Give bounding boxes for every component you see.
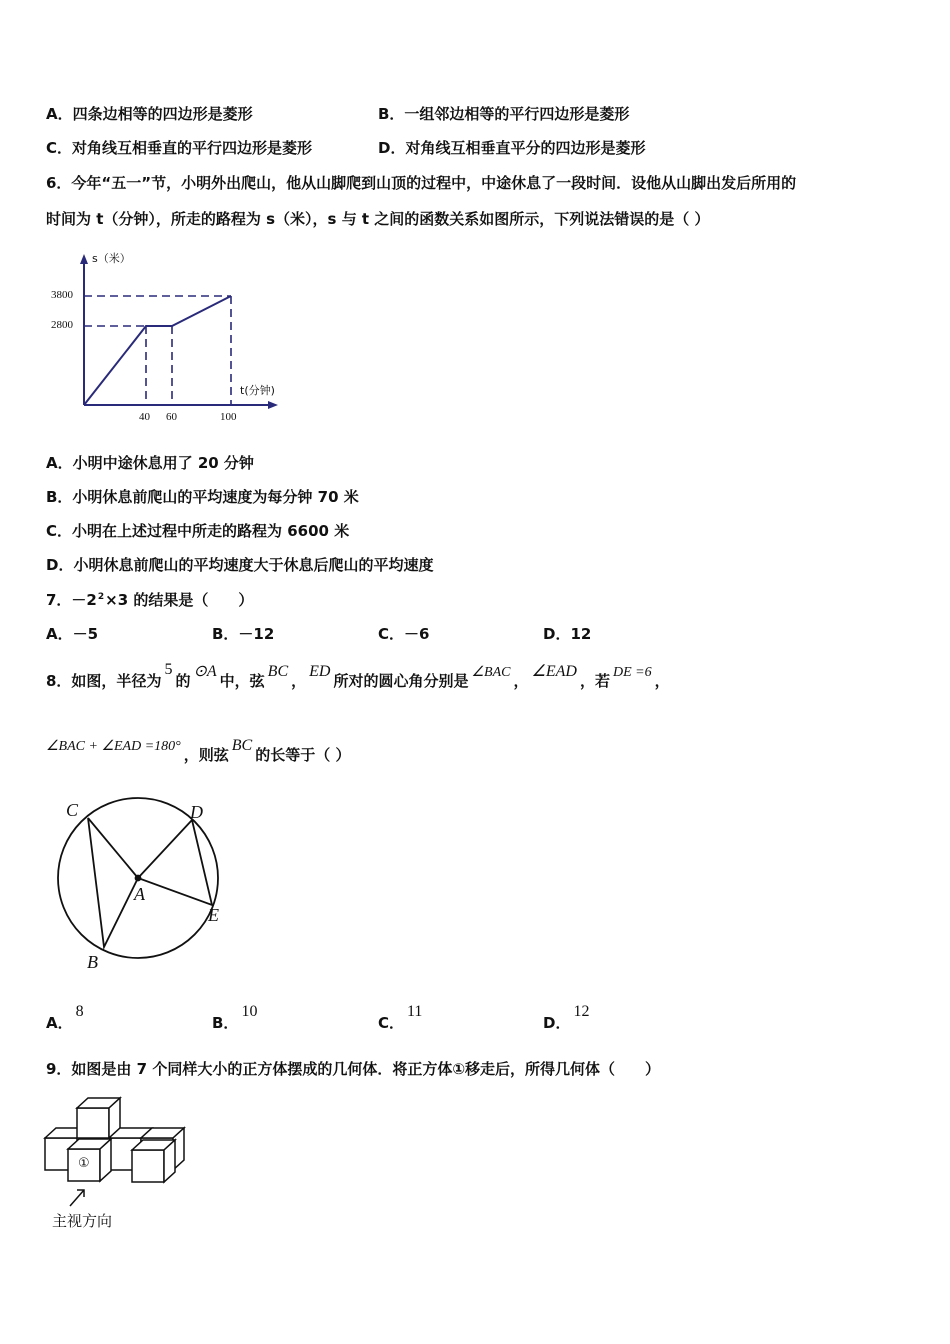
letter: B． bbox=[212, 1014, 239, 1032]
label-d: D bbox=[190, 802, 203, 822]
q8-circle-figure bbox=[58, 798, 218, 958]
q6-option-c: C．小明在上述过程中所走的路程为 6600 米 bbox=[46, 522, 350, 540]
q5-option-a: A．四条边相等的四边形是菱形 bbox=[46, 105, 253, 123]
q7-option-d: D．12 bbox=[543, 625, 592, 643]
q8-option-c bbox=[378, 1003, 425, 1033]
q5-option-d: D．对角线互相垂直平分的四边形是菱形 bbox=[378, 139, 646, 157]
text: 8．如图，半径为 bbox=[46, 672, 162, 690]
q6-stem-line1: 6．今年“五一”节，小明外出爬山，他从山脚爬到山顶的过程中，中途休息了一段时间．设他从山脚出发后所用的 bbox=[46, 174, 797, 192]
graph-xtick-40: 40 bbox=[139, 411, 150, 423]
text: ，则弦 bbox=[183, 746, 229, 764]
q7-stem-pre: 7．－2 bbox=[46, 591, 97, 609]
q7-exponent: 2 bbox=[97, 592, 105, 602]
y-axis-arrow bbox=[80, 254, 88, 264]
value: 12 bbox=[573, 1003, 590, 1020]
text: ， bbox=[513, 672, 529, 690]
q9-stem: 9．如图是由 7 个同样大小的正方体摆成的几何体．将正方体①移走后，所得几何体（ ） bbox=[46, 1060, 661, 1078]
q8-stem-line2 bbox=[46, 737, 351, 765]
graph-ytick-2800: 2800 bbox=[51, 319, 73, 331]
angle-ead: ∠EAD bbox=[531, 663, 577, 680]
q8-stem-line1 bbox=[46, 661, 670, 691]
guide-lines bbox=[84, 296, 231, 405]
text: 所对的圆心角分别是 bbox=[333, 672, 469, 690]
text: 的长等于（ ） bbox=[255, 746, 351, 764]
q5-option-c: C．对角线互相垂直的平行四边形是菱形 bbox=[46, 139, 313, 157]
label-a: A bbox=[134, 884, 145, 904]
de-equals: DE =6 bbox=[612, 665, 652, 680]
q6-option-a: A．小明中途休息用了 20 分钟 bbox=[46, 454, 254, 472]
q7-option-a: A．－5 bbox=[46, 625, 99, 643]
q5-option-b: B．一组邻边相等的平行四边形是菱形 bbox=[378, 105, 630, 123]
view-direction-label: 主视方向 bbox=[52, 1212, 113, 1230]
text: ，若 bbox=[579, 672, 610, 690]
x-axis-arrow bbox=[268, 401, 278, 409]
text: ， bbox=[654, 672, 670, 690]
letter: D． bbox=[543, 1014, 571, 1032]
cube-1-mark: ① bbox=[78, 1156, 90, 1171]
value: 11 bbox=[407, 1003, 423, 1020]
text: ， bbox=[291, 672, 307, 690]
angle-sum: ∠BAC + ∠EAD =180° bbox=[46, 739, 181, 754]
graph-xtick-100: 100 bbox=[220, 411, 237, 423]
q7-option-b: B．－12 bbox=[212, 625, 275, 643]
label-b: B bbox=[87, 952, 98, 972]
chord-bc: BC bbox=[231, 737, 253, 754]
graph-line bbox=[84, 296, 231, 405]
q6-option-d: D．小明休息前爬山的平均速度大于休息后爬山的平均速度 bbox=[46, 556, 434, 574]
q8-option-b bbox=[212, 1003, 260, 1033]
q9-cubes bbox=[45, 1098, 184, 1206]
text: 的 bbox=[175, 672, 191, 690]
q6-stem-line2: 时间为 t（分钟），所走的路程为 s（米），s 与 t 之间的函数关系如图所示，下列说法错误的是（ ） bbox=[46, 210, 710, 228]
label-c: C bbox=[66, 800, 79, 820]
q7-option-c: C．－6 bbox=[378, 625, 430, 643]
graph-y-label: s（米） bbox=[92, 252, 131, 265]
chord-bc: BC bbox=[267, 663, 289, 680]
q7-stem-post: ×3 的结果是（ ） bbox=[105, 591, 254, 609]
graph-ytick-3800: 3800 bbox=[51, 289, 73, 301]
q8-option-a bbox=[46, 1003, 87, 1033]
angle-bac: ∠BAC bbox=[471, 665, 511, 680]
graph-xtick-60: 60 bbox=[166, 411, 177, 423]
text: 中，弦 bbox=[219, 672, 265, 690]
circle-a: ⊙A bbox=[193, 663, 217, 680]
chord-ed: ED bbox=[309, 663, 331, 680]
label-e: E bbox=[208, 905, 219, 925]
q8-option-d bbox=[543, 1003, 592, 1033]
radius-value: 5 bbox=[164, 661, 173, 678]
letter: A． bbox=[46, 1014, 73, 1032]
q7-stem bbox=[46, 589, 253, 610]
graph-x-label: t(分钟) bbox=[240, 384, 275, 397]
value: 8 bbox=[75, 1003, 84, 1020]
q6-option-b: B．小明休息前爬山的平均速度为每分钟 70 米 bbox=[46, 488, 359, 506]
letter: C． bbox=[378, 1014, 405, 1032]
value: 10 bbox=[241, 1003, 258, 1020]
